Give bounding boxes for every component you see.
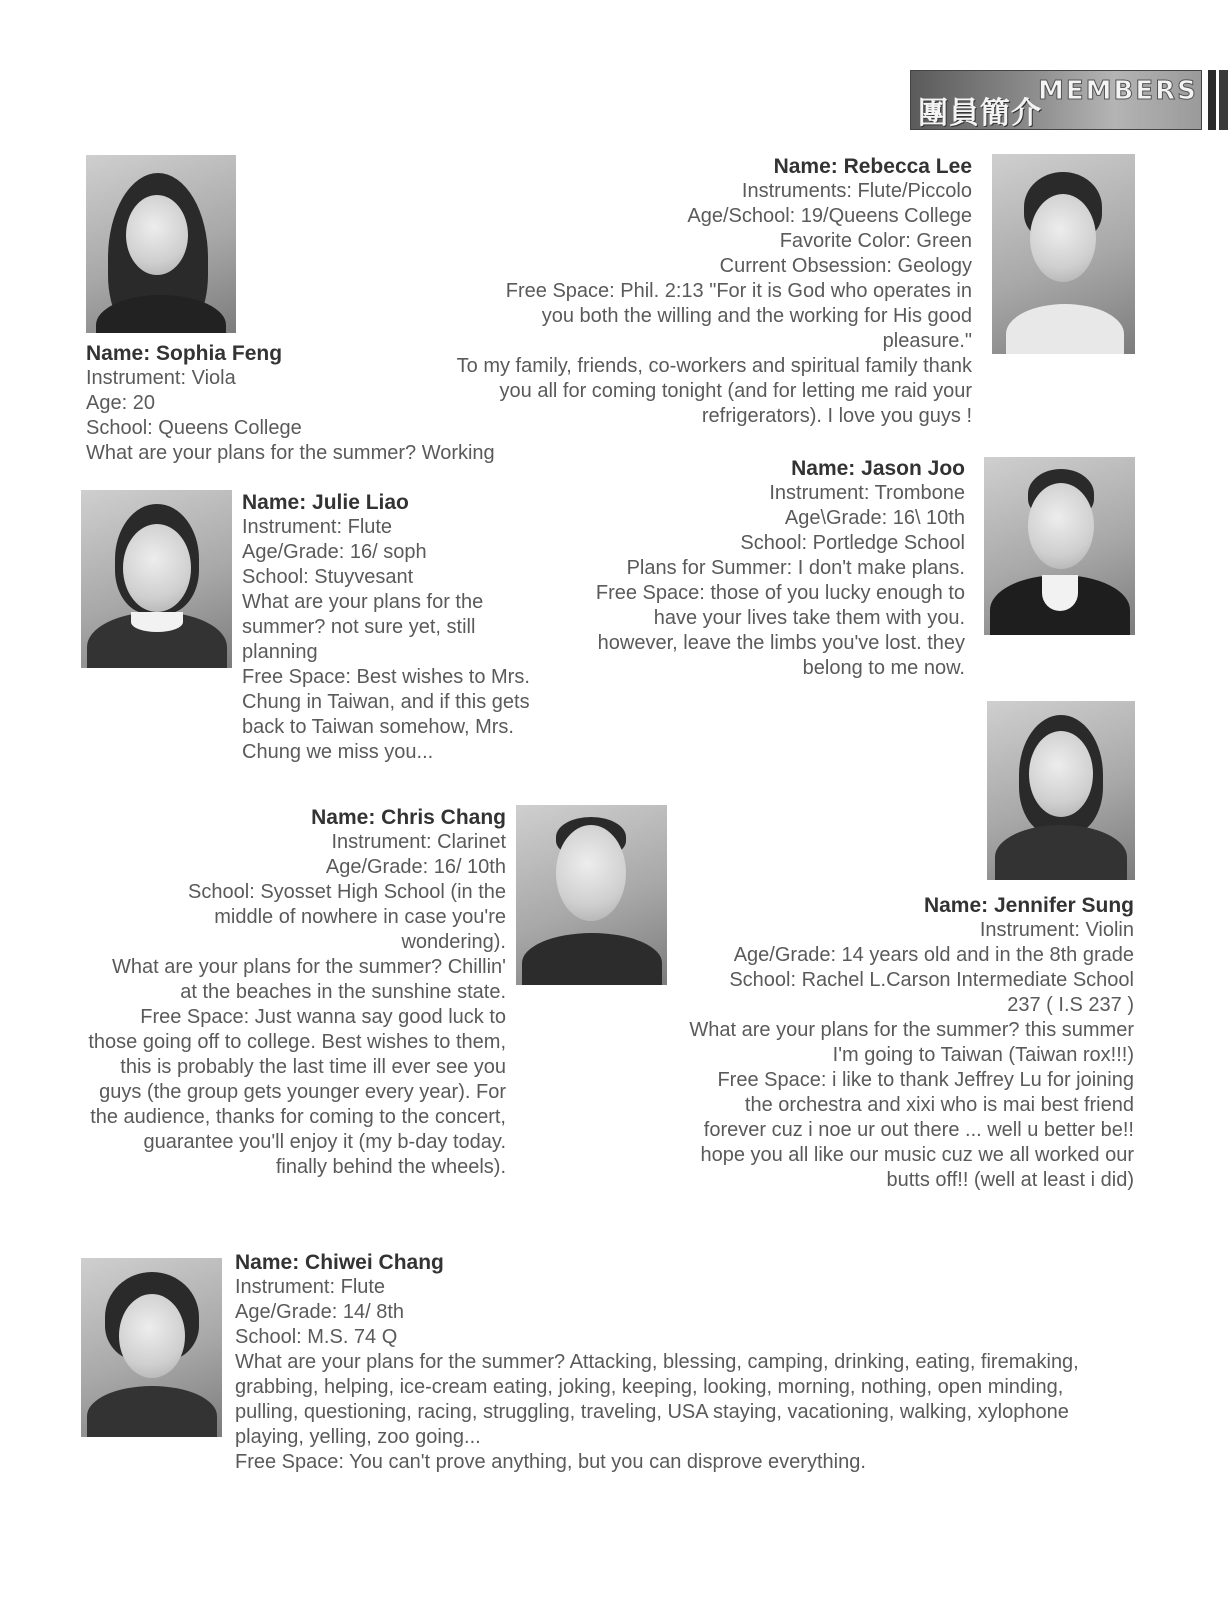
member-line: School: Portledge School (740, 532, 965, 554)
member-line: Free Space: Phil. 2:13 "For it is God who operates in you both the willing and the working for His good pleasure." (505, 280, 972, 352)
photo-jennifer-sung (987, 701, 1135, 880)
member-bio-jason-joo (568, 456, 965, 681)
member-bio-chris-chang (88, 805, 506, 1180)
member-line: Instrument: Violin (979, 919, 1134, 941)
member-line: Free Space: Best wishes to Mrs. Chung in Taiwan, and if this gets back to Taiwan somehow, Mrs. Chung we miss you... (242, 666, 530, 763)
member-line: Age/Grade: 14 years old and in the 8th grade (733, 944, 1134, 966)
member-line: What are your plans for the summer? Working (86, 442, 495, 464)
member-line: What are your plans for the summer? this summer I'm going to Taiwan (Taiwan rox!!!) (689, 1019, 1134, 1066)
header-title-zh: 團員簡介 (918, 96, 1042, 131)
member-line: What are your plans for the summer? Attacking, blessing, camping, drinking, eating, firemaking, grabbing, helping, ice-cream eating, joking, keeping, looking, morning, nothing, open minding, pulling, questioning, racing, struggling, traveling, USA staying, vacationing, walking, xylophone playing, yelling, zoo going... (235, 1351, 1079, 1448)
member-bio-jennifer-sung (688, 893, 1134, 1193)
member-line: School: M.S. 74 Q (235, 1326, 398, 1348)
member-line: Age/School: 19/Queens College (687, 205, 972, 227)
member-name: Name: Julie Liao (242, 491, 409, 514)
member-line: Plans for Summer: I don't make plans. (626, 557, 965, 579)
member-line: School: Queens College (86, 417, 302, 439)
member-line: Free Space: You can't prove anything, but you can disprove everything. (235, 1451, 866, 1473)
member-line: Current Obsession: Geology (719, 255, 972, 277)
photo-sophia-feng (86, 155, 236, 333)
member-name: Name: Jennifer Sung (923, 894, 1134, 917)
photo-rebecca-lee (992, 154, 1135, 354)
member-name: Name: Sophia Feng (86, 342, 283, 365)
member-line: Age/Grade: 14/ 8th (235, 1301, 405, 1323)
photo-chris-chang (516, 805, 667, 985)
member-name: Name: Jason Joo (791, 457, 965, 480)
member-line: Instruments: Flute/Piccolo (741, 180, 972, 202)
member-line: To my family, friends, co-workers and spiritual family thank you all for coming tonight (and for letting me raid your refrigerators). I love you guys ! (456, 355, 972, 427)
member-bio-julie-liao (242, 490, 542, 765)
member-line: School: Stuyvesant (242, 566, 414, 588)
member-line: Favorite Color: Green (779, 230, 972, 252)
member-bio-chiwei-chang (235, 1250, 1115, 1475)
member-line: Instrument: Trombone (769, 482, 965, 504)
member-name: Name: Rebecca Lee (773, 155, 972, 178)
members-header-banner (910, 70, 1202, 130)
photo-chiwei-chang (81, 1258, 222, 1437)
photo-jason-joo (984, 457, 1135, 635)
member-line: Age: 20 (86, 392, 155, 414)
member-line: What are your plans for the summer? Chillin' at the beaches in the sunshine state. (112, 956, 506, 1003)
member-name: Name: Chiwei Chang (235, 1251, 444, 1274)
member-line: Instrument: Clarinet (331, 831, 506, 853)
member-line: Age/Grade: 16/ soph (242, 541, 427, 563)
member-line: What are your plans for the summer? not sure yet, still planning (242, 591, 484, 663)
member-line: Free Space: Just wanna say good luck to those going off to college. Best wishes to them, this is probably the last time ill ever see you guys (the group gets younger every year). For the audience, thanks for coming to the concert, guarantee you'll enjoy it (my b-day today. finally behind the wheels). (88, 1006, 506, 1178)
header-decorative-bar (1208, 70, 1216, 130)
member-line: Age\Grade: 16\ 10th (784, 507, 965, 529)
member-line: Age/Grade: 16/ 10th (325, 856, 506, 878)
member-line: Free Space: i like to thank Jeffrey Lu for joining the orchestra and xixi who is mai best friend forever cuz i noe ur out there ... well u better be!! hope you all like our music cuz we all worked our butts off!! (well at least i did) (700, 1069, 1134, 1191)
member-line: Instrument: Viola (86, 367, 236, 389)
member-line: Free Space: those of you lucky enough to have your lives take them with you. however, leave the limbs you've lost. they belong to me now. (595, 582, 965, 679)
header-decorative-bar (1219, 70, 1228, 130)
member-line: School: Syosset High School (in the middle of nowhere in case you're wondering). (188, 881, 506, 953)
member-line: Instrument: Flute (235, 1276, 386, 1298)
member-line: Instrument: Flute (242, 516, 393, 538)
header-title-en: MEMBERS (1038, 76, 1198, 106)
member-bio-rebecca-lee (430, 154, 972, 429)
member-name: Name: Chris Chang (311, 806, 506, 829)
photo-julie-liao (81, 490, 232, 668)
member-line: School: Rachel L.Carson Intermediate School 237 ( I.S 237 ) (729, 969, 1134, 1016)
